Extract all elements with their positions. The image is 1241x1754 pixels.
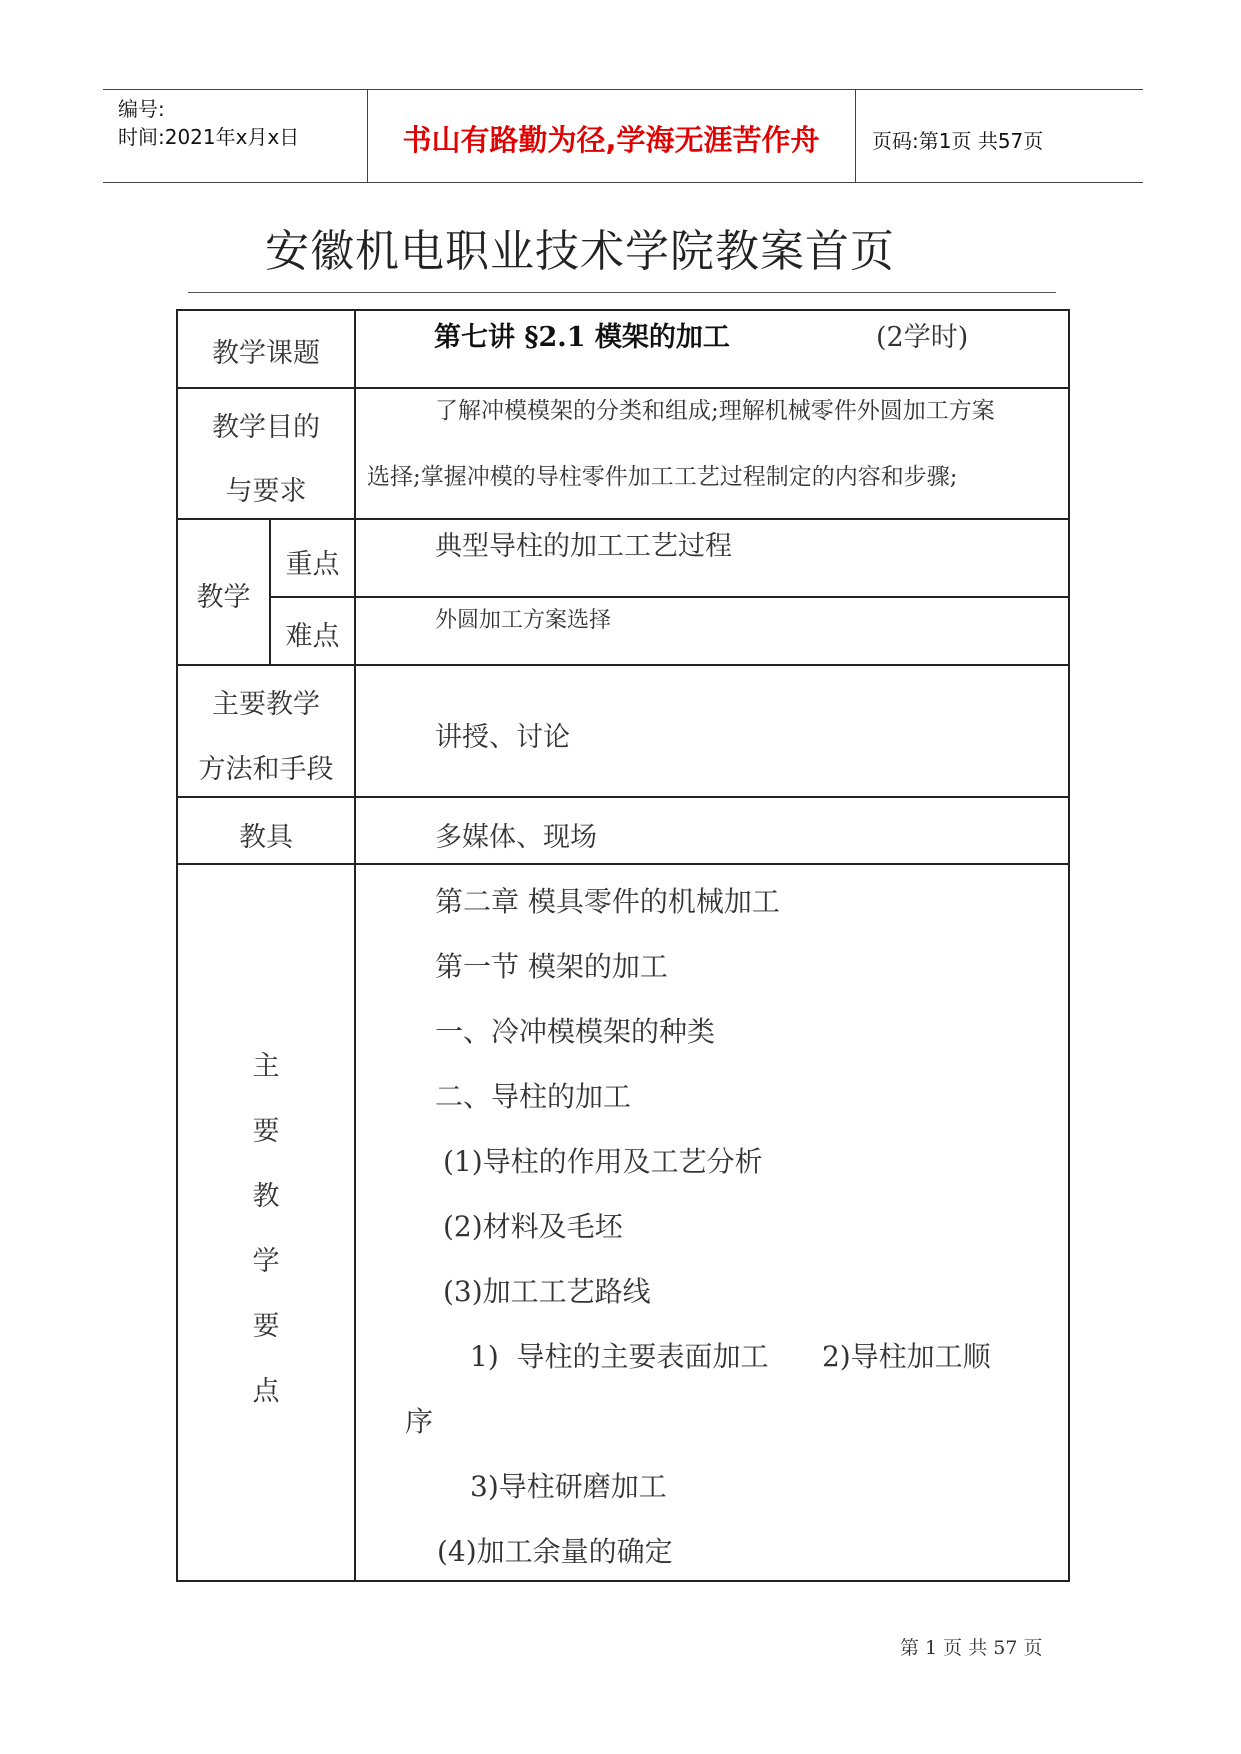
page-code: 页码:第1页 共57页 xyxy=(872,129,1044,153)
title-rule xyxy=(188,292,1056,293)
time-label: 时间:2021年x月x日 xyxy=(118,125,300,149)
content-line: 序 xyxy=(405,1405,434,1438)
row-divider xyxy=(176,387,1070,389)
objective-line2: 选择;掌握冲模的导柱零件加工工艺过程制定的内容和步骤; xyxy=(367,464,958,490)
topic-label: 教学课题 xyxy=(212,338,320,369)
page-footer: 第 1 页 共 57 页 xyxy=(900,1637,1043,1659)
row-divider xyxy=(176,518,1070,520)
content-line: (1)导柱的作用及工艺分析 xyxy=(443,1145,763,1178)
methods-value: 讲授、讨论 xyxy=(435,722,570,753)
content-line: 第二章 模具零件的机械加工 xyxy=(435,885,780,918)
row-divider xyxy=(176,796,1070,798)
content-line: 第一节 模架的加工 xyxy=(435,950,668,983)
content-line: (2)材料及毛坯 xyxy=(443,1210,623,1243)
row-divider xyxy=(176,664,1070,666)
row-divider xyxy=(269,596,1070,598)
main-points-label-char: 要 xyxy=(252,1116,280,1147)
motto-text: 书山有路勤为径,学海无涯苦作舟 xyxy=(402,123,820,157)
main-points-label-char: 教 xyxy=(252,1181,280,1212)
header-top-rule xyxy=(103,89,1143,90)
table-top-border xyxy=(176,309,1070,311)
main-points-label-char: 学 xyxy=(252,1246,280,1277)
tools-label: 教具 xyxy=(239,822,293,853)
code-label: 编号: xyxy=(118,97,165,121)
objective-line1: 了解冲模模架的分类和组成;理解机械零件外圆加工方案 xyxy=(435,398,995,424)
key-point-label: 重点 xyxy=(285,549,340,580)
row-divider xyxy=(176,863,1070,865)
topic-value: 第七讲 §2.1 模架的加工 xyxy=(434,322,730,353)
main-points-label-char: 主 xyxy=(252,1051,280,1082)
column-divider xyxy=(354,309,356,1582)
teaching-label: 教学 xyxy=(196,582,251,613)
methods-label-line1: 主要教学 xyxy=(212,689,320,720)
difficult-point-value: 外圆加工方案选择 xyxy=(435,608,612,633)
table-bottom-border xyxy=(176,1580,1070,1582)
main-points-label-char: 点 xyxy=(252,1376,280,1407)
methods-label-line2: 方法和手段 xyxy=(198,754,334,785)
header-bottom-rule xyxy=(103,182,1143,183)
tools-value: 多媒体、现场 xyxy=(435,822,597,853)
header-divider-right xyxy=(855,89,856,182)
content-line: 二、导柱的加工 xyxy=(435,1080,632,1113)
content-line: 1) 导柱的主要表面加工 2)导柱加工顺 xyxy=(470,1340,991,1373)
key-point-value: 典型导柱的加工工艺过程 xyxy=(435,531,732,562)
content-line: (4)加工余量的确定 xyxy=(437,1535,673,1568)
difficult-point-label: 难点 xyxy=(285,621,340,652)
content-line: (3)加工工艺路线 xyxy=(443,1275,651,1308)
objective-label-line1: 教学目的 xyxy=(212,412,320,443)
main-points-label-char: 要 xyxy=(252,1311,280,1342)
objective-label-line2: 与要求 xyxy=(225,476,307,507)
content-line: 3)导柱研磨加工 xyxy=(470,1470,667,1503)
table-right-border xyxy=(1068,309,1070,1582)
page-title: 安徽机电职业技术学院教案首页 xyxy=(265,226,895,277)
content-line: 一、冷冲模模架的种类 xyxy=(435,1015,716,1048)
topic-hours: (2学时) xyxy=(876,322,969,353)
